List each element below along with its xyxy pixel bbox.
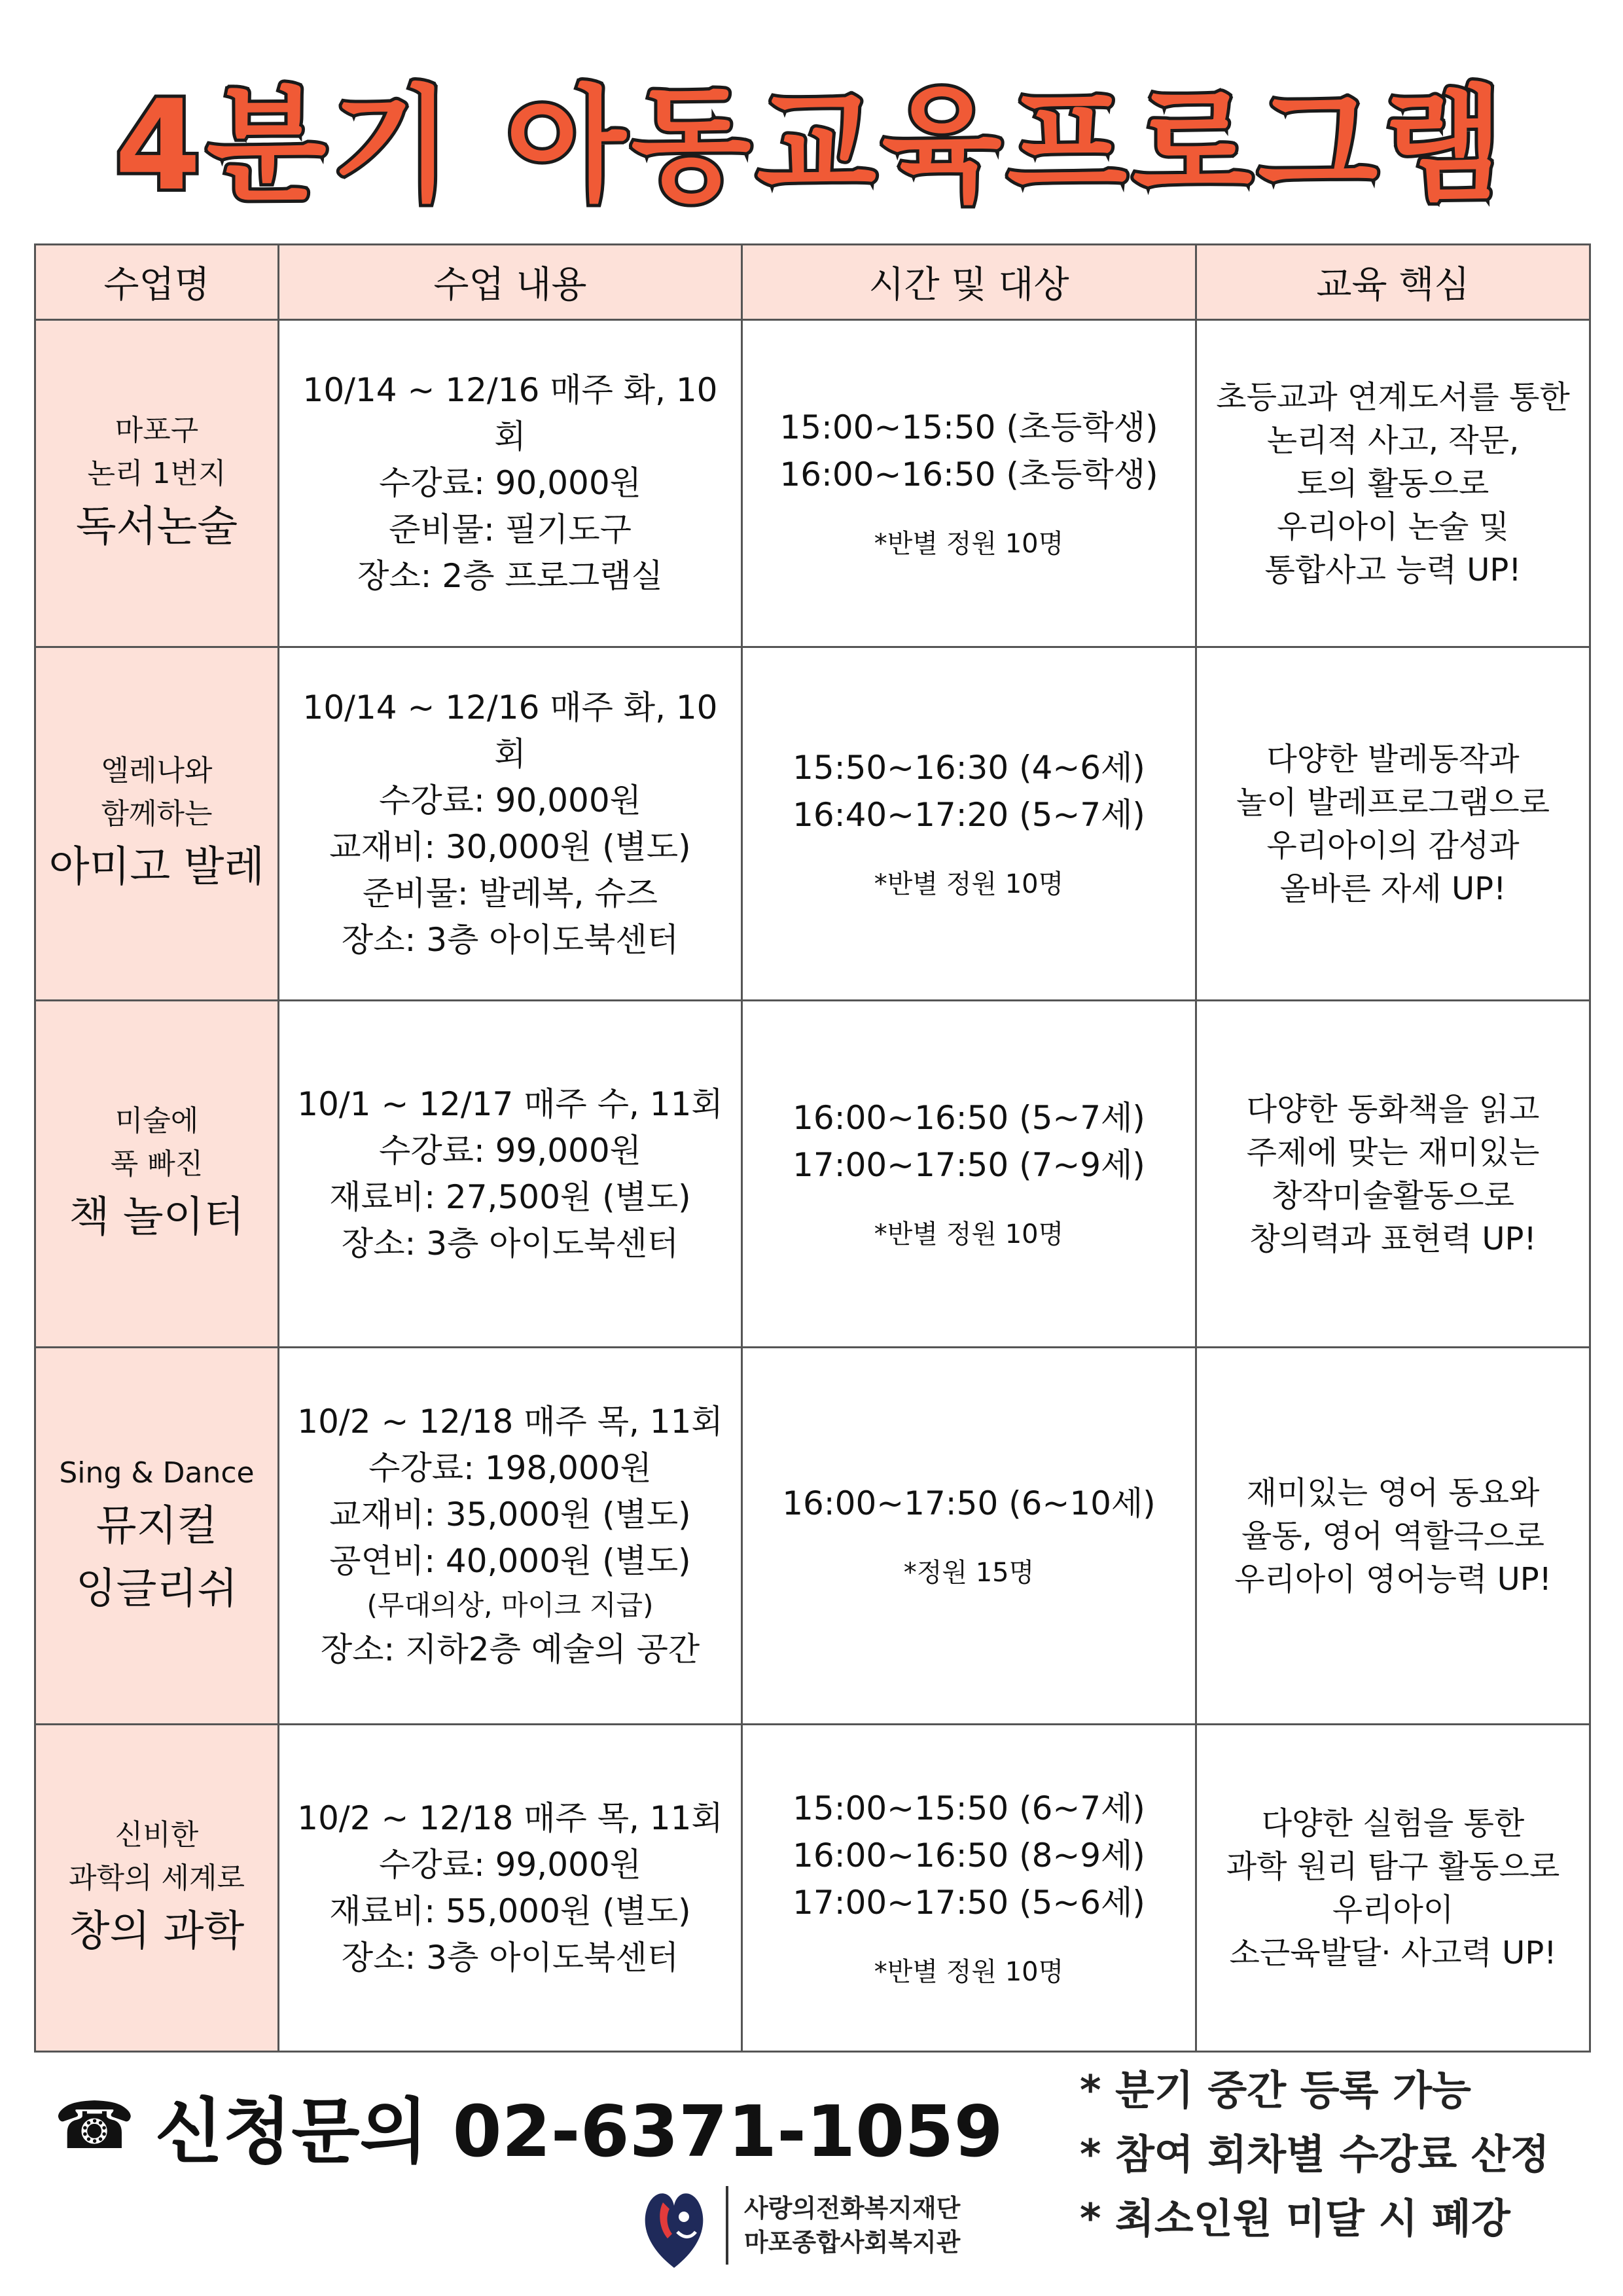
- table-row: [35, 320, 1590, 647]
- capacity-note: *정원 15명: [903, 1557, 1035, 1588]
- cell-line: 미술에: [115, 1103, 199, 1138]
- table-header-row: [35, 245, 1590, 320]
- logo-divider: [726, 2186, 728, 2265]
- cell-line: Sing & Dance: [59, 1456, 255, 1490]
- cell-line: 교재비: 35,000원 (별도): [329, 1496, 691, 1534]
- header-class-content: 수업 내용: [279, 245, 742, 320]
- education-core-cell: [1196, 320, 1590, 647]
- cell-line: 주제에 맞는 재미있는: [1246, 1134, 1540, 1171]
- cell-line: 창의력과 표현력 UP!: [1249, 1220, 1537, 1257]
- cell-line: 다양한 발레동작과: [1266, 740, 1520, 778]
- cell-line: 창의 과학: [69, 1907, 245, 1956]
- class-name-cell: [35, 1725, 279, 2052]
- cell-line: 장소: 2층 프로그램실: [357, 557, 663, 595]
- cell-line: 올바른 자세 UP!: [1279, 870, 1507, 907]
- page-title: 4분기 아동교육프로그램: [115, 73, 1508, 218]
- education-core-cell: [1196, 1725, 1590, 2052]
- cell-line: 신비한: [115, 1818, 199, 1852]
- time-target-cell: [742, 1001, 1196, 1348]
- cell-line: 율동, 영어 역할극으로: [1241, 1517, 1545, 1554]
- cell-line: 통합사고 능력 UP!: [1264, 551, 1522, 588]
- cell-line: 소근육발달· 사고력 UP!: [1229, 1934, 1557, 1971]
- cell-line: 엘레나와: [101, 753, 213, 787]
- note-item: * 참여 회차별 수강료 산정: [1080, 2130, 1550, 2178]
- time-target-cell: [742, 1725, 1196, 2052]
- cell-line: 16:00~16:50 (초등학생): [779, 455, 1158, 493]
- table-row: [35, 1725, 1590, 2052]
- cell-line: 토의 활동으로: [1296, 465, 1489, 502]
- cell-line: 과학의 세계로: [68, 1861, 245, 1895]
- cell-line: 초등교과 연계도서를 통한: [1216, 378, 1570, 416]
- cell-line: 뮤지컬: [96, 1501, 218, 1551]
- phone-inquiry-text: 신청문의 02-6371-1059: [154, 2091, 1003, 2173]
- cell-line: 수강료: 90,000원: [379, 464, 641, 502]
- cell-line: 수강료: 198,000원: [368, 1449, 652, 1487]
- cell-line: 잉글리쉬: [75, 1564, 238, 1613]
- class-content-cell: [279, 1001, 742, 1348]
- cell-line: 준비물: 발레복, 슈즈: [363, 874, 658, 912]
- cell-line: 10/1 ~ 12/17 매주 수, 11회: [297, 1085, 723, 1123]
- welfare-center-name: 마포종합사회복지관: [744, 2228, 961, 2257]
- cell-line: 16:00~16:50 (8~9세): [793, 1836, 1145, 1874]
- time-target-cell: [742, 647, 1196, 1001]
- cell-line: 아미고 발레: [48, 842, 265, 891]
- education-core-cell: [1196, 647, 1590, 1001]
- class-content-cell: [279, 1725, 742, 2052]
- cell-line: 재미있는 영어 동요와: [1246, 1474, 1540, 1511]
- header-education-core: 교육 핵심: [1196, 245, 1590, 320]
- heart-phone-logo-icon: [638, 2176, 710, 2274]
- cell-line: 공연비: 40,000원 (별도): [329, 1542, 691, 1580]
- education-core-cell: [1196, 1001, 1590, 1348]
- cell-line: 10/14 ~ 12/16 매주 화, 10회: [302, 371, 718, 456]
- cell-line: 10/2 ~ 12/18 매주 목, 11회: [297, 1799, 723, 1837]
- class-name-cell: [35, 1001, 279, 1348]
- cell-line: 10/14 ~ 12/16 매주 화, 10회: [302, 688, 718, 773]
- content-note: (무대의상, 마이크 지급): [366, 1589, 654, 1621]
- registration-notes: [1080, 2058, 1603, 2251]
- cell-line: 장소: 3층 아이도북센터: [341, 1224, 679, 1263]
- cell-line: 창작미술활동으로: [1272, 1177, 1514, 1214]
- capacity-note: *반별 정원 10명: [874, 1219, 1064, 1249]
- cell-line: 수강료: 99,000원: [379, 1131, 641, 1170]
- cell-line: 다양한 실험을 통한: [1261, 1804, 1525, 1842]
- cell-line: 재료비: 27,500원 (별도): [329, 1177, 691, 1216]
- table-row: [35, 1348, 1590, 1725]
- organization-name: [744, 2191, 960, 2259]
- capacity-note: *반별 정원 10명: [874, 528, 1064, 559]
- table-row: [35, 1001, 1590, 1348]
- cell-line: 15:00~15:50 (6~7세): [793, 1789, 1145, 1827]
- cell-line: 15:00~15:50 (초등학생): [779, 408, 1158, 446]
- cell-line: 우리아이의 감성과: [1266, 827, 1520, 864]
- cell-line: 16:00~17:50 (6~10세): [782, 1484, 1156, 1522]
- cell-line: 함께하는: [101, 797, 213, 831]
- cell-line: 장소: 지하2층 예술의 공간: [320, 1630, 700, 1668]
- cell-line: 10/2 ~ 12/18 매주 목, 11회: [297, 1403, 723, 1441]
- cell-line: 우리아이 영어능력 UP!: [1234, 1560, 1552, 1598]
- cell-line: 다양한 동화책을 읽고: [1246, 1090, 1540, 1128]
- header-time-target: 시간 및 대상: [742, 245, 1196, 320]
- organization-logo: [638, 2176, 960, 2274]
- cell-line: 마포구: [115, 413, 199, 447]
- class-content-cell: [279, 647, 742, 1001]
- class-content-cell: [279, 320, 742, 647]
- cell-line: 과학 원리 탐구 활동으로: [1226, 1848, 1560, 1885]
- table-row: [35, 647, 1590, 1001]
- cell-line: 장소: 3층 아이도북센터: [341, 920, 679, 959]
- cell-line: 16:40~17:20 (5~7세): [793, 795, 1145, 834]
- cell-line: 수강료: 90,000원: [379, 781, 641, 819]
- program-table: [34, 243, 1591, 2053]
- cell-line: 논리 1번지: [87, 456, 226, 490]
- cell-line: 독서논술: [75, 502, 238, 551]
- time-target-cell: [742, 1348, 1196, 1725]
- foundation-name: 사랑의전화복지재단: [744, 2194, 961, 2223]
- cell-line: 푹 빠진: [110, 1147, 204, 1181]
- cell-line: 준비물: 필기도구: [389, 511, 632, 548]
- cell-line: 우리아이 논술 및: [1276, 508, 1510, 545]
- cell-line: 17:00~17:50 (5~6세): [793, 1883, 1145, 1922]
- cell-line: 우리아이: [1332, 1891, 1454, 1928]
- cell-line: 15:50~16:30 (4~6세): [793, 748, 1145, 787]
- phone-inquiry: [54, 2075, 1003, 2176]
- capacity-note: *반별 정원 10명: [874, 1956, 1064, 1987]
- capacity-note: *반별 정원 10명: [874, 869, 1064, 899]
- cell-line: 재료비: 55,000원 (별도): [329, 1892, 691, 1930]
- cell-line: 논리적 사고, 작문,: [1266, 422, 1520, 459]
- phone-icon: ☎: [54, 2087, 135, 2164]
- class-name-cell: [35, 647, 279, 1001]
- cell-line: 놀이 발레프로그램으로: [1236, 783, 1550, 821]
- class-name-cell: [35, 1348, 279, 1725]
- note-item: * 분기 중간 등록 가능: [1080, 2066, 1471, 2114]
- education-core-cell: [1196, 1348, 1590, 1725]
- cell-line: 수강료: 99,000원: [379, 1845, 641, 1884]
- cell-line: 교재비: 30,000원 (별도): [329, 827, 691, 866]
- note-item: * 최소인원 미달 시 폐강: [1080, 2195, 1510, 2242]
- time-target-cell: [742, 320, 1196, 647]
- cell-line: 17:00~17:50 (7~9세): [793, 1145, 1145, 1184]
- class-content-cell: [279, 1348, 742, 1725]
- cell-line: 책 놀이터: [69, 1193, 245, 1242]
- class-name-cell: [35, 320, 279, 647]
- cell-line: 16:00~16:50 (5~7세): [793, 1098, 1145, 1137]
- cell-line: 장소: 3층 아이도북센터: [341, 1938, 679, 1977]
- header-class-name: 수업명: [35, 245, 279, 320]
